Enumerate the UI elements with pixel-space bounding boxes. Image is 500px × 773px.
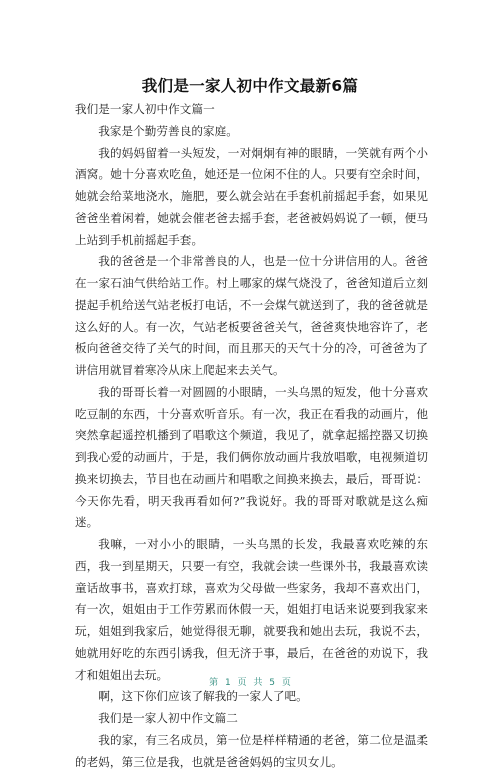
paragraph: 我的哥哥长着一对圆圆的小眼睛，一头乌黑的短发，他十分喜欢吃豆制的东西，十分喜欢听音乐。有一次，我正在看我的动画片，他突然拿起遥控机播到了唱歌这个频道，我见了，就拿起摇控器又切换到我心爱的动画片，于是，我们俩你放动画片我放唱歌，电视频道切换来切换去，节目也在动画片和唱歌之间换来换去，最后，哥哥说：今天你先看，明天我再看如何?”我说好。我的哥哥对歌就是这么痴迷。 bbox=[75, 384, 428, 530]
section-heading: 我们是一家人初中作文篇二 bbox=[98, 711, 238, 725]
paragraph: 我的妈妈留着一头短发，一对炯炯有神的眼睛，一笑就有两个小酒窝。她十分喜欢吃鱼，她还是一位闲不住的人。只要有空余时间，她就会给菜地浇水，施肥，要么就会站在手套机前摇起手套，如果见爸爸坐着闲着，她就会催老爸去摇手套，老爸被妈妈说了一顿，便马上站到手机前摇起手套。 bbox=[75, 145, 428, 247]
paragraph: 我家是个勤劳善良的家庭。 bbox=[98, 123, 238, 138]
section-heading: 我们是一家人初中作文篇一 bbox=[75, 102, 215, 116]
paragraph: 啊，这下你们应该了解我的一家人了吧。 bbox=[98, 689, 308, 704]
paragraph: 我嘛，一对小小的眼睛，一头乌黑的长发，我最喜欢吃辣的东西，我一到星期天，只要一有空，我就会读一些课外书，我最喜欢读童话故事书，喜欢打球，喜欢为父母做一些家务，我却不喜欢出门，有一次，姐姐由于工作劳累而休假一天，姐姐打电话来说要到我家来玩，姐姐到我家后，她觉得很无聊，就要我和她出去玩，我说不去，她就用好吃的东西引诱我，但无济于事，最后，在爸爸的劝说下，我才和姐姐出去玩。 bbox=[75, 537, 428, 682]
page-footer: 第 1 页 共 5 页 bbox=[209, 678, 291, 688]
document-body bbox=[75, 99, 428, 773]
document-title: 我们是一家人初中作文最新6篇 bbox=[141, 77, 359, 95]
paragraph: 我的家，有三名成员，第一位是样样精通的老爸，第二位是温柔的老妈，第三位是我，也就是爸爸妈妈的宝贝女儿。 bbox=[75, 732, 428, 769]
paragraph: 我的爸爸是一个非常善良的人，也是一位十分讲信用的人。爸爸在一家石油气供给站工作。村上哪家的煤气烧没了，爸爸知道后立刻提起手机给送气站老板打电话，不一会煤气就送到了，我的爸爸就是这么好的人。有一次，气站老板要爸爸关气，爸爸爽快地容许了，老板向爸爸交待了关气的时间，而且那天的天气十分的冷，可爸爸为了讲信用就冒着寒冷从床上爬起来去关气。 bbox=[75, 254, 428, 377]
